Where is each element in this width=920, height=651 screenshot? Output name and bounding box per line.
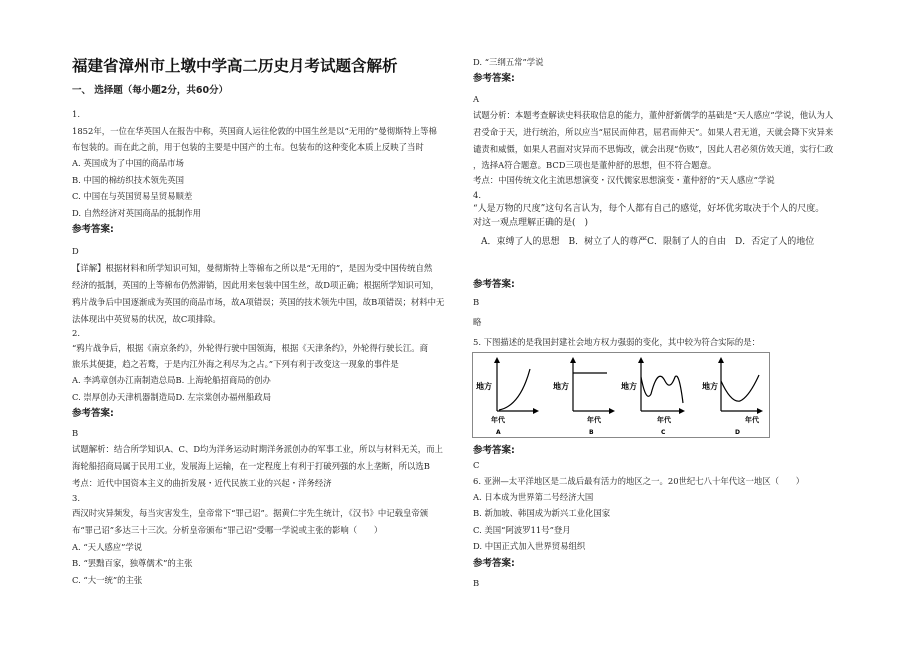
q3-explanation: 君受命于天，进行统治，所以应当“屈民而伸君，屈君而伸天”。如果人君无道，天就会降下灾异来 xyxy=(473,127,834,137)
q4-stem: “人是万物的尺度”这句名言认为，每个人都有自己的感觉，好坏优劣取决于个人的尺度。 xyxy=(473,204,825,214)
q3-stem: 西汉时灾异频发，每当灾害发生，皇帝常下“罪己诏”。据黄仁宇先生统计，《汉书》中记载皇帝颁 xyxy=(72,508,429,518)
q2-stem: “鸦片战争后，根据《南京条约》，外轮得行驶中国领海，根据《天津条约》，外轮得行驶长江。商 xyxy=(72,343,429,353)
q6-answer-label: 参考答案: xyxy=(473,558,515,569)
q1-option-c: C. 中国在与英国贸易呈贸易顺差 xyxy=(72,191,193,201)
q3-explanation: 试题分析：本题考查解读史料获取信息的能力，董仲舒新儒学的基础是“天人感应”学说，他认为人 xyxy=(473,110,834,120)
q3-explanation: 谴责和威慑，如果人君面对灾异而不思悔改，就会出现“伤败”，因此人君必须仿效天道，实行仁政 xyxy=(473,144,834,154)
curve-c xyxy=(641,376,683,403)
q2-option-cd: C. 崇厚创办天津机器制造局D. 左宗棠创办福州船政局 xyxy=(72,392,272,402)
q3-option-b: B. “罢黜百家，独尊儒术”的主张 xyxy=(72,558,193,568)
section-heading: 一、 选择题（每小题2分，共60分） xyxy=(72,85,229,96)
curve-a xyxy=(499,369,530,410)
q2-explanation: 试题解析：结合所学知识A、C、D均为洋务运动时期洋务派创办的军事工业，所以与材料无关，而上 xyxy=(72,444,443,454)
q6-option-d: D. 中国正式加入世界贸易组织 xyxy=(473,541,586,551)
q6-option-c: C. 美国“阿波罗11号”登月 xyxy=(473,525,571,535)
panel-label-b: B xyxy=(589,429,594,436)
y-label: 地方 xyxy=(621,382,637,391)
q3-option-d: D. “三纲五常”学说 xyxy=(473,57,544,67)
power-change-diagram xyxy=(472,352,770,438)
q1-option-b: B. 中国的棉纺织技术领先英国 xyxy=(72,175,184,185)
y-label: 地方 xyxy=(702,382,718,391)
q3-explanation: ，选择A符合题意。BCD三项也是董仲舒的思想，但不符合题意。 xyxy=(473,160,717,170)
q4-explanation: 略 xyxy=(473,317,482,327)
q2-answer: B xyxy=(72,428,79,438)
curve-d xyxy=(721,375,759,401)
q4-answer-label: 参考答案: xyxy=(473,279,515,290)
q6-answer: B xyxy=(473,578,480,588)
y-label: 地方 xyxy=(553,382,569,391)
panel-c xyxy=(621,357,685,436)
q6-option-b: B. 新加坡、韩国成为新兴工业化国家 xyxy=(473,508,611,518)
q4-options: A．束缚了人的思想 B．树立了人的尊严C．限制了人的自由 D．否定了人的地位 xyxy=(481,237,815,247)
q1-option-a: A. 英国成为了中国的商品市场 xyxy=(72,158,184,168)
q3-answer-label: 参考答案: xyxy=(473,73,515,84)
q1-explanation: 【详解】根据材料和所学知识可知，曼彻斯特上等棉布之所以是“无用的”，是因为受中国传统自然 xyxy=(72,263,433,273)
q4-number: 4. xyxy=(473,190,481,200)
q5-answer-label: 参考答案: xyxy=(473,445,515,456)
q2-option-ab: A. 李鸿章创办江南制造总局B. 上海轮船招商局的创办 xyxy=(72,375,271,385)
q4-answer: B xyxy=(473,297,480,307)
q1-explanation: 经济的抵制，英国的上等棉布仍然滞销，因此用来包装中国生丝，故D项正确；根据所学知识可知， xyxy=(72,280,439,290)
q6-option-a: A. 日本成为世界第二号经济大国 xyxy=(473,492,594,502)
q5-answer: C xyxy=(473,460,480,470)
q1-number: 1. xyxy=(72,109,80,119)
q2-explanation: 海轮船招商局属于民用工业，发展海上运输，在一定程度上有利于打破列强的水上垄断，所以选B xyxy=(72,461,430,471)
q1-explanation: 鸦片战争后中国逐渐成为英国的商品市场，故A项错误；英国的技术领先中国，故B项错误；材料中无 xyxy=(72,297,445,307)
q2-answer-label: 参考答案: xyxy=(72,408,114,419)
page-title: 福建省漳州市上墩中学高二历史月考试题含解析 xyxy=(72,57,398,75)
panel-label-a: A xyxy=(496,429,501,436)
q3-answer: A xyxy=(473,94,480,104)
q2-number: 2. xyxy=(72,328,80,338)
x-label: 年代 xyxy=(587,416,601,424)
panel-b xyxy=(553,357,615,436)
q5-stem: 5. 下图描述的是我国封建社会地方权力强弱的变化，其中较为符合实际的是： xyxy=(473,337,761,347)
q2-explanation: 考点：近代中国资本主义的曲折发展・近代民族工业的兴起・洋务经济 xyxy=(72,478,332,488)
q4-stem: 对这一观点理解正确的是( ) xyxy=(473,218,589,228)
q1-stem: 1852年，一位在华英国人在报告中称，英国商人运往伦敦的中国生丝是以“无用的”曼彻斯特上等棉 xyxy=(72,126,437,136)
q6-stem: 6. 亚洲—太平洋地区是二战后最有活力的地区之一。20世纪七八十年代这一地区（ ） xyxy=(473,476,805,486)
q3-explanation: 考点：中国传统文化主流思想演变・汉代儒家思想演变・董仲舒的“天人感应”学说 xyxy=(473,175,775,185)
q1-explanation: 法体现出中英贸易的状况，故C项排除。 xyxy=(72,314,221,324)
q1-answer: D xyxy=(72,246,79,256)
panel-a xyxy=(476,357,539,436)
x-label: 年代 xyxy=(745,416,759,424)
q1-stem: 布包装的。而在此之前，用于包装的主要是中国产的土布。包装布的这种变化本质上反映了当时 xyxy=(72,142,424,152)
q3-option-a: A. “天人感应”学说 xyxy=(72,542,143,552)
x-label: 年代 xyxy=(491,416,505,424)
y-label: 地方 xyxy=(476,382,492,391)
panel-label-c: C xyxy=(661,429,666,436)
panel-label-d: D xyxy=(735,429,740,436)
q3-stem: 布“罪己诏”多达三十三次。分析皇帝颁布“罪己诏”受哪一学说或主张的影响（ ） xyxy=(72,525,383,535)
q3-option-c: C. “大一统”的主张 xyxy=(72,575,143,585)
x-label: 年代 xyxy=(657,416,671,424)
panel-d xyxy=(702,357,763,436)
q1-answer-label: 参考答案: xyxy=(72,224,114,235)
q1-option-d: D. 自然经济对英国商品的抵制作用 xyxy=(72,208,201,218)
q2-stem: 旅乐其便捷，趋之若鹜，于是内江外海之利尽为之占。”下列有利于改变这一现象的事件是 xyxy=(72,359,399,369)
q3-number: 3. xyxy=(72,493,80,503)
